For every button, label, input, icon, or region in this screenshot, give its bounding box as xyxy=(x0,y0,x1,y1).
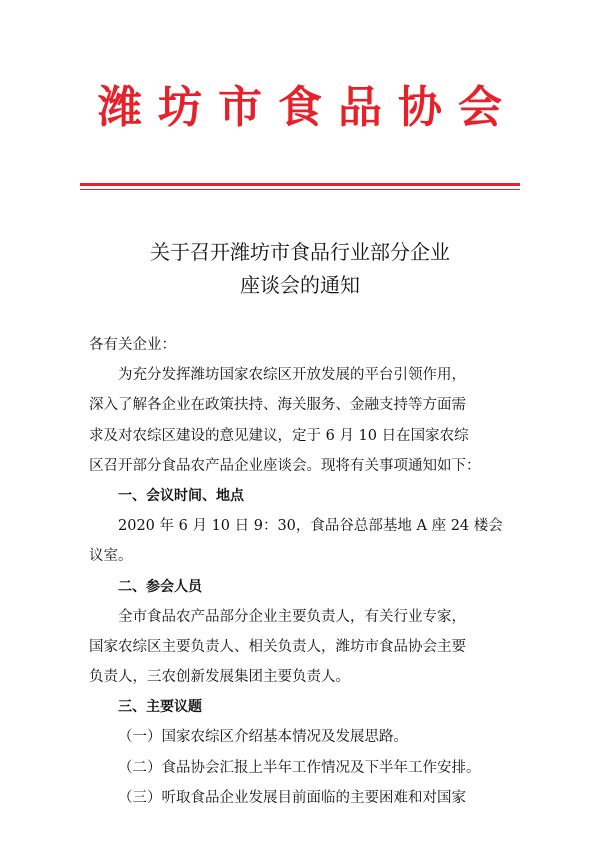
letterhead-rule-thin xyxy=(80,189,520,190)
salutation: 各有关企业： xyxy=(89,337,176,353)
section-1-line-2: 议室。 xyxy=(89,548,133,565)
section-2-heading: 二、参会人员 xyxy=(118,578,202,595)
letterhead-rule-thick xyxy=(80,183,520,186)
notice-title xyxy=(0,236,600,302)
section-2-line-1: 全市食品农产品部分企业主要负责人，有关行业专家， xyxy=(118,608,466,625)
section-3-item-3: （三）听取食品企业发展目前面临的主要困难和对国家 xyxy=(118,789,466,806)
notice-title-line-1: 关于召开潍坊市食品行业部分企业 xyxy=(150,240,450,264)
intro-line-2: 深入了解各企业在政策扶持、海关服务、金融支持等方面需 xyxy=(89,397,466,414)
notice-title-line-2: 座谈会的通知 xyxy=(240,273,360,297)
section-2-line-3: 负责人，三农创新发展集团主要负责人。 xyxy=(89,669,350,686)
letterhead-title: 潍坊市食品协会 xyxy=(98,82,518,133)
section-3-heading: 三、主要议题 xyxy=(118,699,202,716)
section-1-heading: 一、会议时间、地点 xyxy=(118,487,244,504)
section-3-item-1: （一）国家农综区介绍基本情况及发展思路。 xyxy=(118,729,408,746)
section-2-line-2: 国家农综区主要负责人、相关负责人，潍坊市食品协会主要 xyxy=(89,638,466,655)
section-3-item-2: （二）食品协会汇报上半年工作情况及下半年工作安排。 xyxy=(118,759,481,776)
notice-body xyxy=(89,330,521,813)
intro-line-1: 为充分发挥潍坊国家农综区开放发展的平台引领作用， xyxy=(118,367,466,384)
intro-line-4: 区召开部分食品农产品企业座谈会。现将有关事项通知如下： xyxy=(89,457,481,474)
section-1-line-1: 2020 年 6 月 10 日 9：30，食品谷总部基地 A 座 24 楼会 xyxy=(118,518,503,535)
intro-line-3: 求及对农综区建设的意见建议，定于 6 月 10 日在国家农综 xyxy=(89,427,469,444)
